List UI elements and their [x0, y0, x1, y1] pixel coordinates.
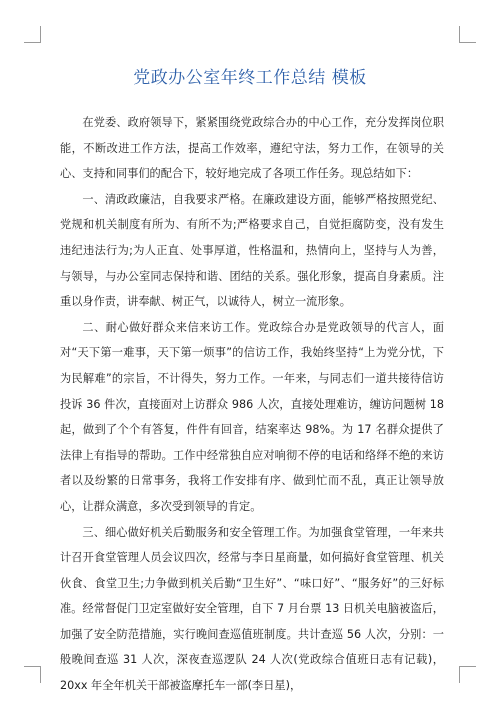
paragraph-section-2: 二、耐心做好群众来信来访工作。党政综合办是党政领导的代言人，面对“天下第一难事，天下第一烦事”的信访工作，我始终坚持“上为党分忧，下为民解难”的宗旨，不计得失，努力工作。一年来，与同志们一道共接待信访投诉 36 件次，直接面对上访群众 986 人次，直接处理难访，缠访问题树 18 起，做到了个个有答复，件件有回音，结案率达 98%。为 17 名群众提供了法律上有指导的帮助。工作中经常独自应对响彻不停的电话和络绎不绝的来访者以及纷繁的日常事务，我将工作安排有序、做到忙而不乱，真正让领导放心，让群众满意，多次受到领导的肯定。: [60, 320, 444, 513]
paragraph-section-1: 一、清政政廉洁，自我要求严格。在廉政建设方面，能够严格按照党纪、党规和机关制度有所为、有所不为;严格要求自己，自觉拒腐防变，没有发生违纪违法行为;为人正直、处事厚道，性格温和，热情向上，坚持与人为善，与领导，与办公室同志保持和谐、团结的关系。强化形象，提高自身素质。注重以身作责，讲奉献、树正气，以诚待人，树立一流形象。: [60, 192, 444, 309]
crop-mark-top-left: [24, 26, 41, 43]
paragraph-section-3: 三、细心做好机关后勤服务和安全管理工作。为加强食堂管理，一年来共计召开食堂管理人员会议四次，经常与李日星商量，如何搞好食堂管理、机关伙食、食堂卫生;力争做到机关后勤“卫生好”、“味口好”、“服务好”的三好标准。经常督促门卫定室做好安全管理，自下 7 月台票 13 日机关电脑被盗后，加强了安全防范措施，实行晚间查巡值班制度。共计查巡 56 人次，分别：一般晚间查巡 31 人次，深夜查巡逻队 24 人次(党政综合值班日志有记载)，20xx 年全年机关干部被盗摩托车一部(李日星)，: [60, 525, 444, 693]
document-title: 党政办公室年终工作总结 模板: [133, 68, 367, 88]
document-body: [60, 110, 444, 699]
crop-mark-top-right: [459, 26, 476, 43]
crop-mark-bottom-right: [459, 666, 476, 683]
paragraph-intro: 在党委、政府领导下，紧紧围绕党政综合办的中心工作，充分发挥岗位职能，不断改进工作方法，提高工作效率，遵纪守法，努力工作，在领导的关心、支持和同事们的配合下，较好地完成了各项工作任务。现总结如下：: [60, 116, 444, 181]
crop-mark-bottom-left: [24, 666, 41, 683]
